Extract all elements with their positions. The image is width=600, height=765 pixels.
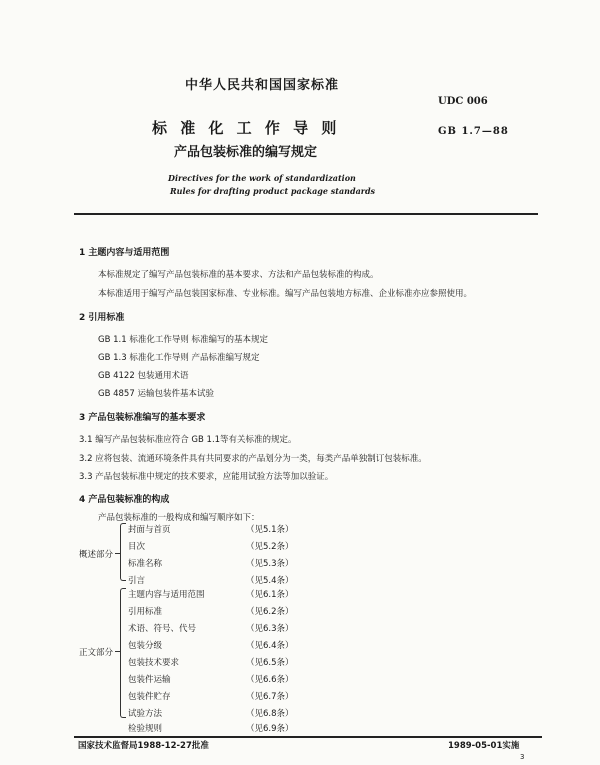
body-brace (120, 588, 126, 718)
structure-item-name: 目次 (128, 542, 146, 552)
structure-item-ref: （见6.2条） (246, 607, 294, 617)
reference-item: GB 4122 包装通用术语 (98, 371, 189, 381)
group-label-body: 正文部分 (79, 648, 114, 658)
national-standard-heading: 中华人民共和国国家标准 (185, 78, 340, 93)
header-divider (74, 213, 538, 215)
section-4-heading: 4 产品包装标准的构成 (79, 495, 170, 505)
structure-item-name: 包装件运输 (128, 675, 171, 685)
structure-item-ref: （见5.3条） (246, 559, 294, 569)
section-1-heading: 1 主题内容与适用范围 (79, 248, 170, 258)
structure-item-ref: （见6.7条） (246, 692, 294, 702)
structure-item-ref: （见6.4条） (246, 641, 294, 651)
structure-item-ref: （见6.9条） (246, 724, 294, 734)
structure-item-name: 引言 (128, 576, 146, 586)
reference-item: GB 4857 运输包装件基本试验 (98, 389, 214, 399)
structure-item-ref: （见6.5条） (246, 658, 294, 668)
overview-brace-tip (115, 553, 120, 554)
overview-brace (120, 523, 126, 581)
section-1-paragraph-1: 本标准规定了编写产品包装标准的基本要求、方法和产品包装标准的构成。 (98, 270, 379, 280)
body-brace-tip (115, 651, 120, 652)
group-label-overview: 概述部分 (79, 550, 114, 560)
structure-item-ref: （见6.8条） (246, 709, 294, 719)
structure-item-name: 标准名称 (128, 559, 163, 569)
structure-item-ref: （见6.1条） (246, 590, 294, 600)
reference-item: GB 1.1 标准化工作导则 标准编写的基本规定 (98, 335, 269, 345)
page-number: 3 (520, 753, 525, 761)
document-title-sub: 产品包装标准的编写规定 (174, 145, 318, 160)
approval-line: 国家技术监督局1988-12-27批准 (78, 741, 209, 751)
structure-item-name: 引用标准 (128, 607, 163, 617)
structure-item-name: 检验规则 (128, 724, 163, 734)
structure-item-name: 封面与首页 (128, 525, 171, 535)
clause-item: 3.3 产品包装标准中规定的技术要求，应能用试验方法等加以验证。 (79, 472, 334, 482)
structure-item-ref: （见6.3条） (246, 624, 294, 634)
section-3-heading: 3 产品包装标准编写的基本要求 (79, 413, 206, 423)
english-title-1: Directives for the work of standardization (168, 173, 356, 183)
gb-code: GB 1.7—88 (438, 126, 509, 137)
structure-item-name: 包装分级 (128, 641, 163, 651)
udc-code: UDC 006 (438, 96, 488, 107)
structure-item-ref: （见5.1条） (246, 525, 294, 535)
english-title-2: Rules for drafting product package standards (170, 186, 376, 196)
structure-item-name: 试验方法 (128, 709, 163, 719)
structure-item-name: 包装件贮存 (128, 692, 171, 702)
reference-item: GB 1.3 标准化工作导则 产品标准编写规定 (98, 353, 260, 363)
structure-item-name: 术语、符号、代号 (128, 624, 197, 634)
structure-item-ref: （见5.4条） (246, 576, 294, 586)
section-4-intro: 产品包装标准的一般构成和编写顺序如下： (98, 513, 260, 523)
footer-divider (74, 736, 542, 738)
structure-item-ref: （见5.2条） (246, 542, 294, 552)
effective-date: 1989-05-01实施 (448, 741, 520, 751)
structure-item-name: 主题内容与适用范围 (128, 590, 205, 600)
clause-item: 3.1 编写产品包装标准应符合 GB 1.1等有关标准的规定。 (79, 435, 297, 445)
structure-item-name: 包装技术要求 (128, 658, 180, 668)
document-title-main: 标 准 化 工 作 导 则 (152, 119, 341, 137)
clause-item: 3.2 应将包装、流通环境条件具有共同要求的产品划分为一类，每类产品单独制订包装标准。 (79, 454, 427, 464)
section-1-paragraph-2: 本标准适用于编写产品包装国家标准、专业标准。编写产品包装地方标准、企业标准亦应参照使用。 (98, 289, 473, 299)
structure-item-ref: （见6.6条） (246, 675, 294, 685)
section-2-heading: 2 引用标准 (79, 313, 125, 323)
